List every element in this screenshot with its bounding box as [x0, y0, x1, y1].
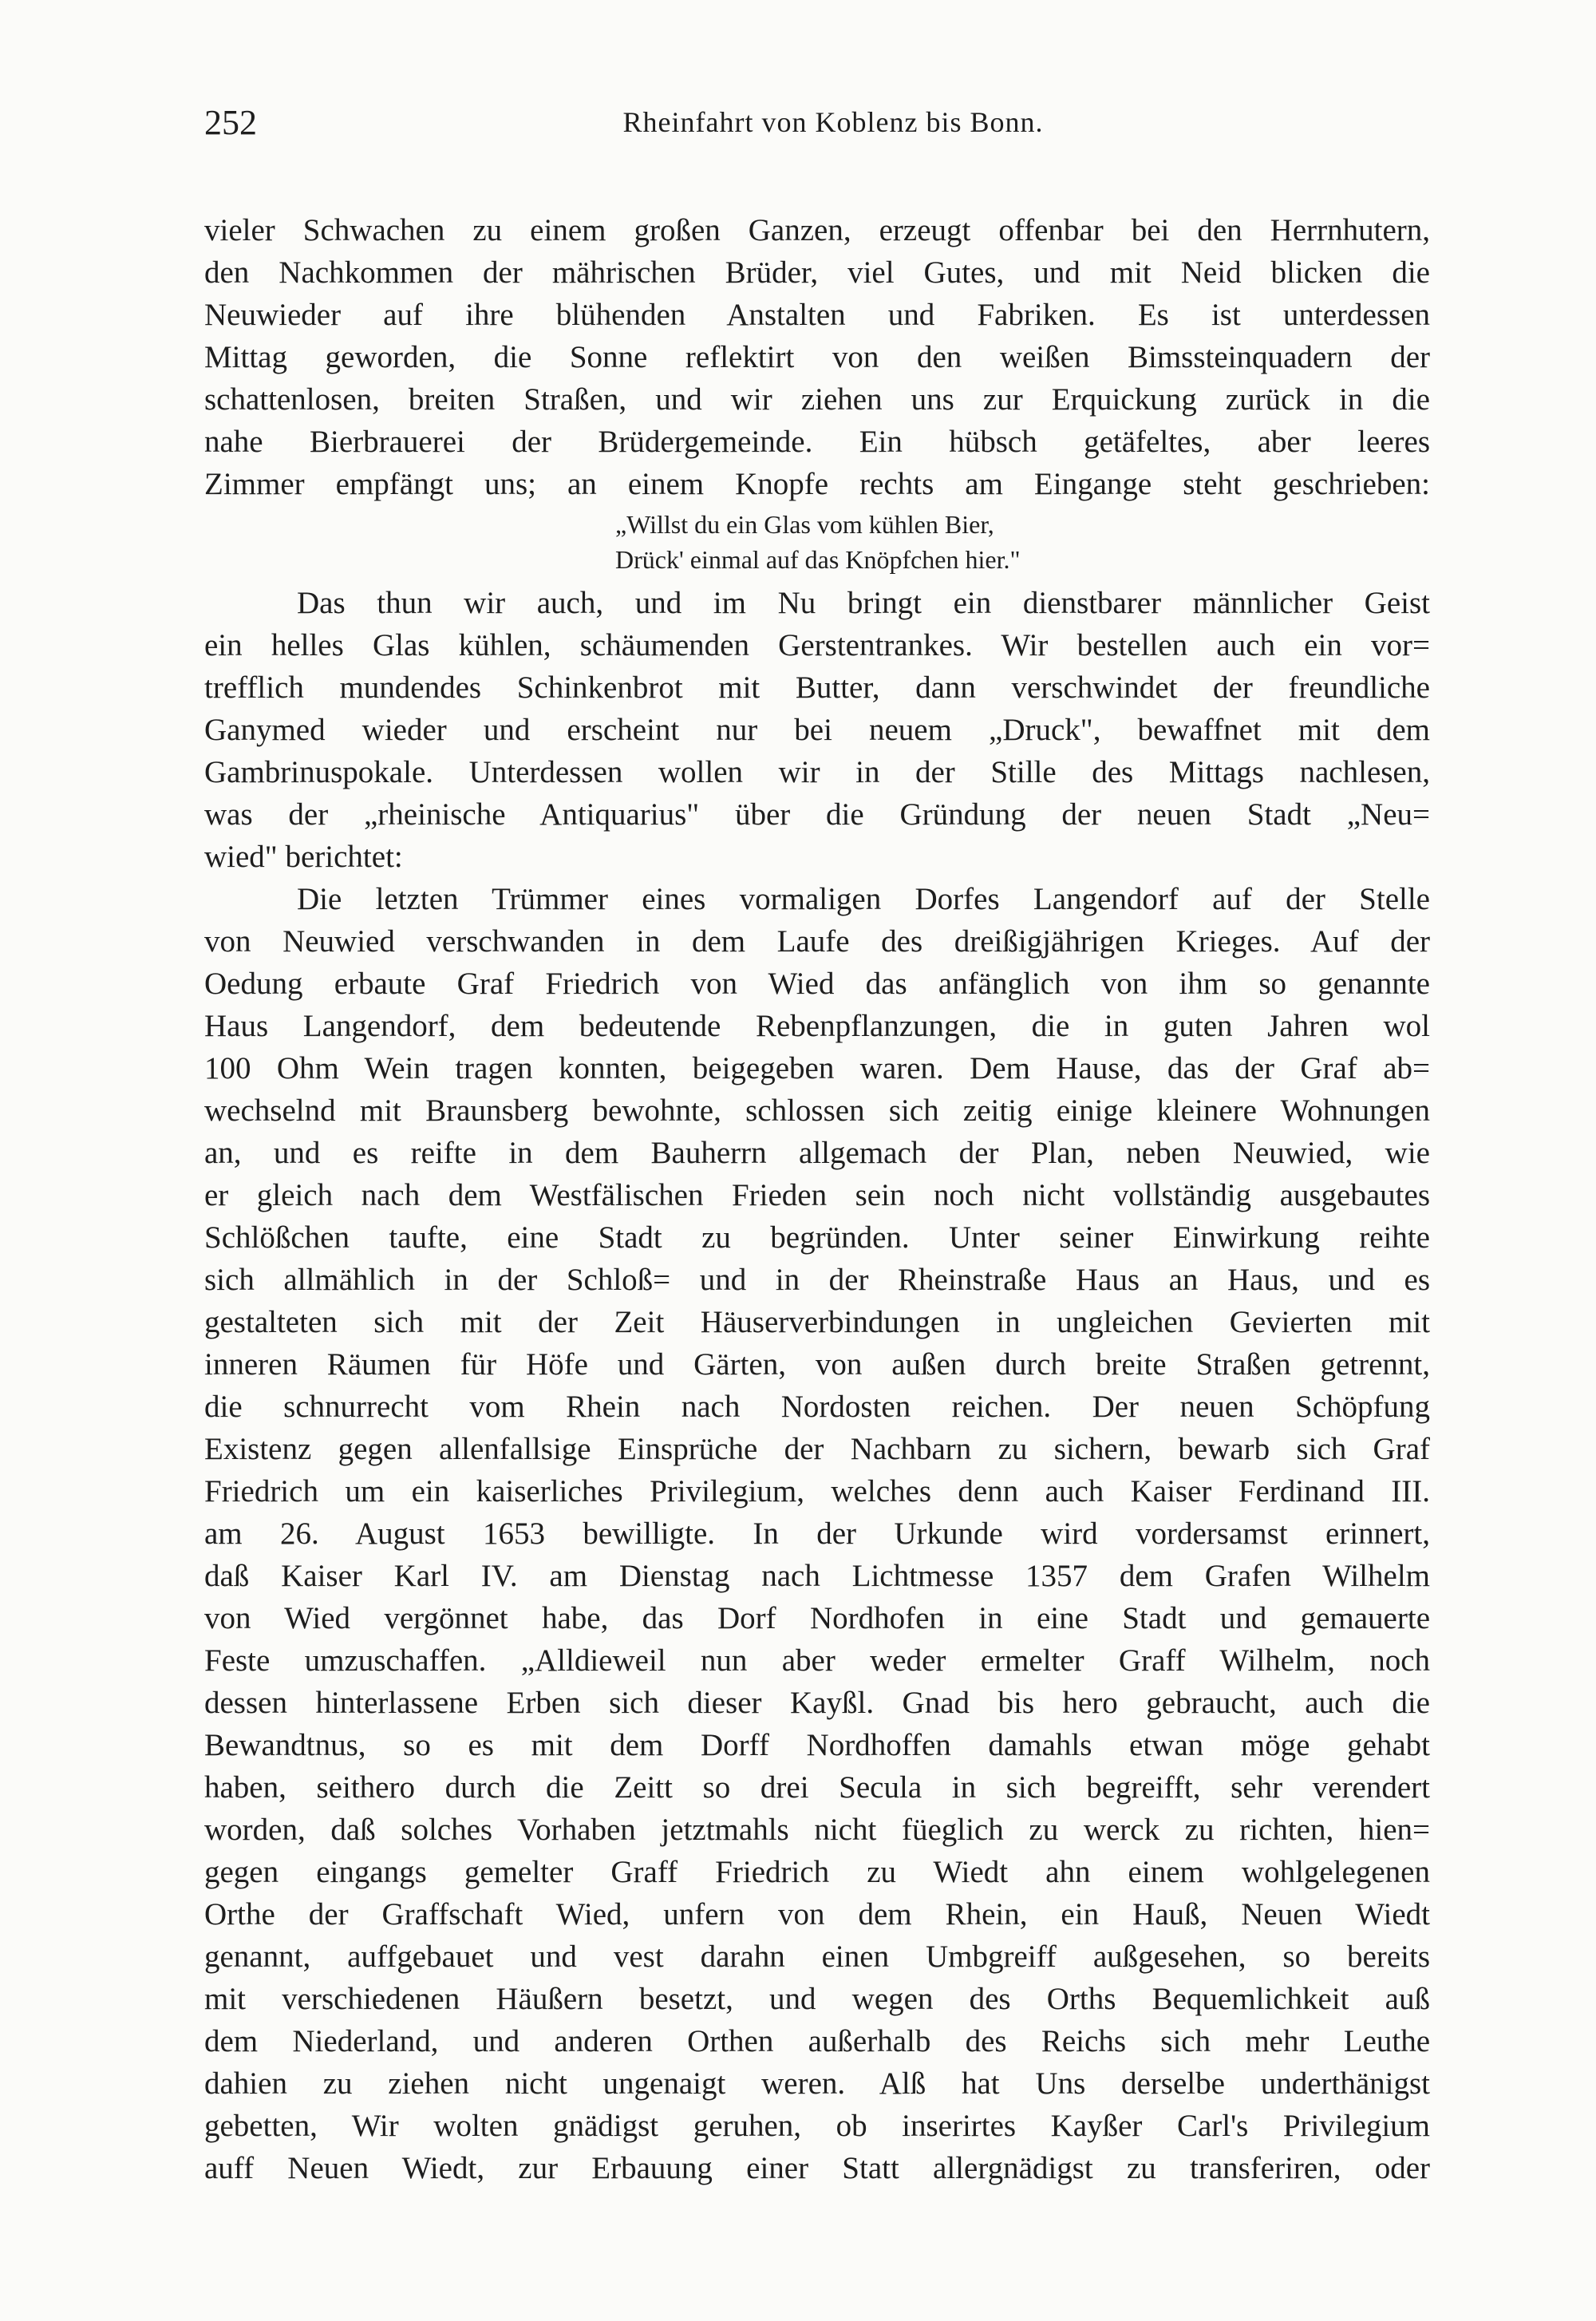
text-line: den Nachkommen der mährischen Brüder, viel Gutes, und mit Neid blicken die: [204, 255, 1430, 290]
verse-line: „Willst du ein Glas vom kühlen Bier,: [615, 510, 994, 539]
text-line: sich allmählich in der Schloß= und in der Rheinstraße Haus an Haus, und es: [204, 1263, 1430, 1297]
text-line: ein helles Glas kühlen, schäumenden Gerstentrankes. Wir bestellen auch ein vor=: [204, 628, 1430, 662]
text-line: er gleich nach dem Westfälischen Frieden sein noch nicht vollständig ausgebautes: [204, 1178, 1430, 1212]
page-number: 252: [204, 103, 257, 142]
paragraph: [204, 878, 1430, 2189]
running-title: Rheinfahrt von Koblenz bis Bonn.: [622, 106, 1044, 138]
verse-quote: [204, 507, 1430, 577]
text-line: haben, seithero durch die Zeitt so drei Secula in sich begreifft, sehr verendert: [204, 1770, 1430, 1805]
text-line: Feste umzuschaffen. „Alldieweil nun aber weder ermelter Graff Wilhelm, noch: [204, 1643, 1430, 1678]
text-line: Ganymed wieder und erscheint nur bei neuem „Druck", bewaffnet mit dem: [204, 713, 1430, 747]
text-line: mit verschiedenen Häußern besetzt, und wegen des Orths Bequemlichkeit auß: [204, 1982, 1430, 2016]
text-line: wechselnd mit Braunsberg bewohnte, schlossen sich zeitig einige kleinere Wohnungen: [204, 1093, 1430, 1128]
verse-line: Drück' einmal auf das Knöpfchen hier.": [615, 545, 1021, 574]
text-line: schattenlosen, breiten Straßen, und wir ziehen uns zur Erquickung zurück in die: [204, 382, 1430, 417]
text-line: trefflich mundendes Schinkenbrot mit Butter, dann verschwindet der freundliche: [204, 670, 1430, 705]
text-line: Schlößchen taufte, eine Stadt zu begründen. Unter seiner Einwirkung reihte: [204, 1220, 1430, 1255]
text-line: von Wied vergönnet habe, das Dorf Nordhofen in eine Stadt und gemauerte: [204, 1601, 1430, 1635]
running-header: [204, 102, 1430, 150]
page-body-text: [204, 209, 1430, 2189]
text-line: vieler Schwachen zu einem großen Ganzen, erzeugt offenbar bei den Herrnhutern,: [204, 213, 1430, 247]
text-line: inneren Räumen für Höfe und Gärten, von außen durch breite Straßen getrennt,: [204, 1347, 1430, 1382]
text-line: nahe Bierbrauerei der Brüdergemeinde. Ein hübsch getäfeltes, aber leeres: [204, 425, 1430, 459]
text-line: Gambrinuspokale. Unterdessen wollen wir in der Stille des Mittags nachlesen,: [204, 755, 1430, 789]
text-line: Zimmer empfängt uns; an einem Knopfe rechts am Eingange steht geschrieben:: [204, 467, 1430, 501]
text-line: gegen eingangs gemelter Graff Friedrich zu Wiedt ahn einem wohlgelegenen: [204, 1855, 1430, 1889]
text-line: dem Niederland, und anderen Orthen außerhalb des Reichs sich mehr Leuthe: [204, 2024, 1430, 2058]
text-line: Das thun wir auch, und im Nu bringt ein dienstbarer männlicher Geist: [297, 586, 1430, 620]
text-line: Friedrich um ein kaiserliches Privilegium, welches denn auch Kaiser Ferdinand III.: [204, 1474, 1430, 1508]
text-line: an, und es reifte in dem Bauherrn allgemach der Plan, neben Neuwied, wie: [204, 1136, 1430, 1170]
text-line: Neuwieder auf ihre blühenden Anstalten und Fabriken. Es ist unterdessen: [204, 298, 1430, 332]
continued-paragraph: [204, 209, 1430, 505]
text-line: die schnurrecht vom Rhein nach Nordosten reichen. Der neuen Schöpfung: [204, 1390, 1430, 1424]
text-line: genannt, auffgebauet und vest darahn einen Umbgreiff außgesehen, so bereits: [204, 1939, 1430, 1974]
text-line: Oedung erbaute Graf Friedrich von Wied das anfänglich von ihm so genannte: [204, 967, 1430, 1001]
text-line: daß Kaiser Karl IV. am Dienstag nach Lichtmesse 1357 dem Grafen Wilhelm: [204, 1559, 1430, 1593]
text-line: auff Neuen Wiedt, zur Erbauung einer Statt allergnädigst zu transferiren, oder: [204, 2151, 1430, 2185]
text-line: dahien zu ziehen nicht ungenaigt weren. Alß hat Uns derselbe underthänigst: [204, 2066, 1430, 2101]
paragraph: [204, 582, 1430, 878]
text-line: von Neuwied verschwanden in dem Laufe des dreißigjährigen Krieges. Auf der: [204, 924, 1430, 959]
text-line: wied" berichtet:: [204, 840, 403, 874]
text-line: Orthe der Graffschaft Wied, unfern von dem Rhein, ein Hauß, Neuen Wiedt: [204, 1897, 1430, 1932]
text-line: am 26. August 1653 bewilligte. In der Urkunde wird vordersamst erinnert,: [204, 1516, 1430, 1551]
text-line: gestalteten sich mit der Zeit Häuserverbindungen in ungleichen Gevierten mit: [204, 1305, 1430, 1339]
text-line: Mittag geworden, die Sonne reflektirt von den weißen Bimssteinquadern der: [204, 340, 1430, 374]
text-line: gebetten, Wir wolten gnädigst geruhen, ob inserirtes Kayßer Carl's Privilegium: [204, 2109, 1430, 2143]
text-line: dessen hinterlassene Erben sich dieser Kayßl. Gnad bis hero gebraucht, auch die: [204, 1686, 1430, 1720]
text-line: Haus Langendorf, dem bedeutende Rebenpflanzungen, die in guten Jahren wol: [204, 1009, 1430, 1043]
text-line: 100 Ohm Wein tragen konnten, beigegeben waren. Dem Hause, das der Graf ab=: [204, 1051, 1430, 1085]
text-line: Bewandtnus, so es mit dem Dorff Nordhoffen damahls etwan möge gehabt: [204, 1728, 1430, 1762]
text-line: worden, daß solches Vorhaben jetztmahls nicht füeglich zu werck zu richten, hien=: [204, 1813, 1430, 1847]
text-line: was der „rheinische Antiquarius" über die Gründung der neuen Stadt „Neu=: [204, 797, 1430, 832]
text-line: Die letzten Trümmer eines vormaligen Dorfes Langendorf auf der Stelle: [297, 882, 1430, 916]
text-line: Existenz gegen allenfallsige Einsprüche der Nachbarn zu sichern, bewarb sich Graf: [204, 1432, 1430, 1466]
